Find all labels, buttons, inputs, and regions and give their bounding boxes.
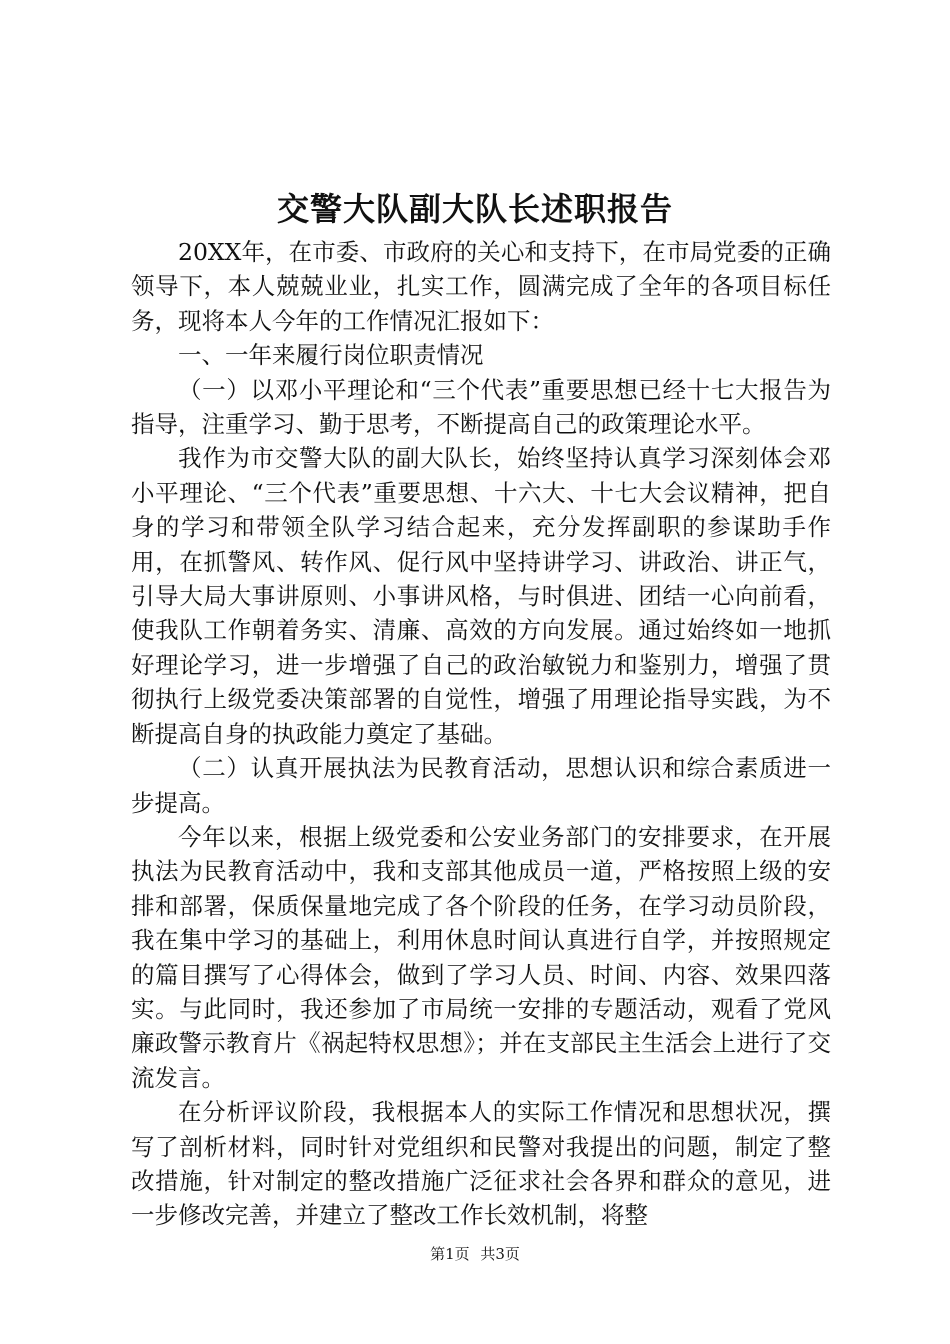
- subsection-heading-1: （一）以邓小平理论和“三个代表”重要思想已经十七大报告为指导，注重学习、勤于思考，不断提高自己的政策理论水平。: [131, 375, 831, 439]
- page-total: 共3页: [480, 1245, 520, 1263]
- paragraph-intro: 20XX年，在市委、市政府的关心和支持下，在市局党委的正确领导下，本人兢兢业业，扎实工作，圆满完成了全年的各项目标任务，现将本人今年的工作情况汇报如下：: [131, 238, 831, 335]
- subsection-heading-2: （二）认真开展执法为民教育活动，思想认识和综合素质进一步提高。: [131, 754, 831, 817]
- page-footer: [0, 1244, 950, 1264]
- document-title: 交警大队副大队长述职报告: [276, 190, 673, 228]
- document-body: [131, 235, 831, 1233]
- page-number: 第1页: [430, 1245, 470, 1263]
- paragraph-theory-study: 我作为市交警大队的副大队长，始终坚持认真学习深刻体会邓小平理论、“三个代表”重要思想、十六大、十七大会议精神，把自身的学习和带领全队学习结合起来，充分发挥副职的参谋助手作用，在抓警风、转作风、促行风中坚持讲学习、讲政治、讲正气，引导大局大事讲原则、小事讲风格，与时俱进、团结一心向前看，使我队工作朝着务实、清廉、高效的方向发展。通过始终如一地抓好理论学习，进一步增强了自己的政治敏锐力和鉴别力，增强了贯彻执行上级党委决策部署的自觉性，增强了用理论指导实践，为不断提高自身的执政能力奠定了基础。: [131, 444, 831, 748]
- paragraph-analysis-stage: 在分析评议阶段，我根据本人的实际工作情况和思想状况，撰写了剖析材料，同时针对党组织和民警对我提出的问题，制定了整改措施，针对制定的整改措施广泛征求社会各界和群众的意见，进一步修改完善，并建立了整改工作长效机制，将整: [131, 1098, 831, 1230]
- section-heading-1: 一、一年来履行岗位职责情况: [178, 341, 484, 370]
- paragraph-education-activity: 今年以来，根据上级党委和公安业务部门的安排要求，在开展执法为民教育活动中，我和支部其他成员一道，严格按照上级的安排和部署，保质保量地完成了各个阶段的任务，在学习动员阶段，我在集中学习的基础上，利用休息时间认真进行自学，并按照规定的篇目撰写了心得体会，做到了学习人员、时间、内容、效果四落实。与此同时，我还参加了市局统一安排的专题活动，观看了党风廉政警示教育片《祸起特权思想》；并在支部民主生活会上进行了交流发言。: [131, 822, 831, 1092]
